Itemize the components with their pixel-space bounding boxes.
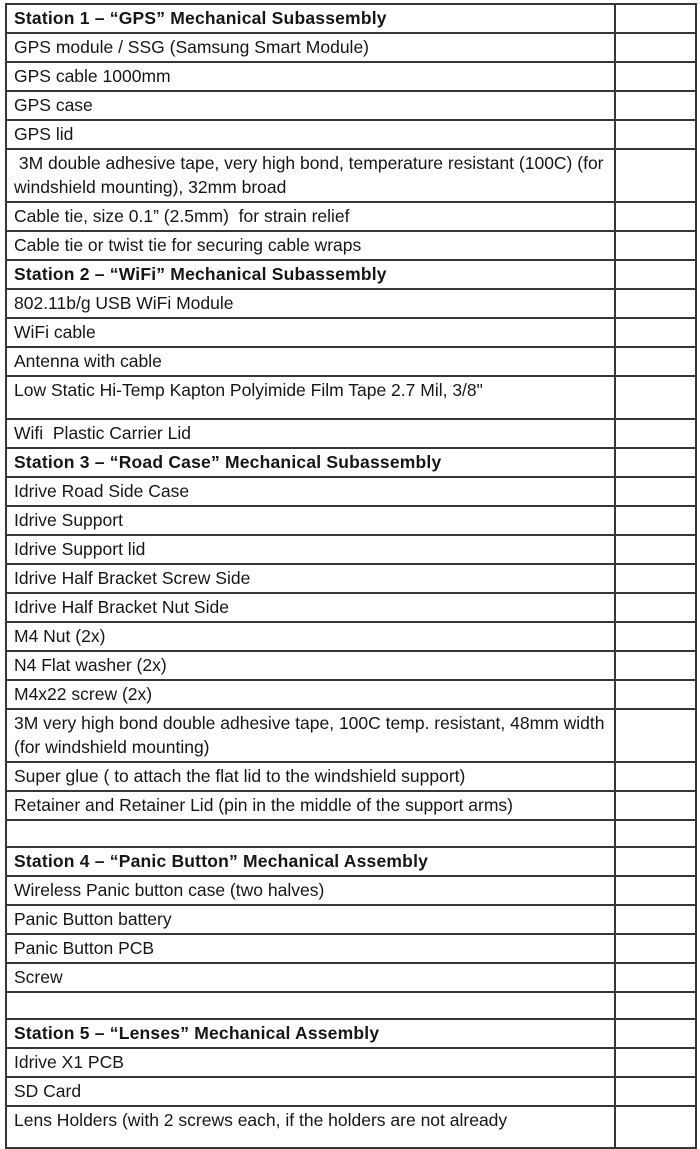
item-label: 3M very high bond double adhesive tape, 100C temp. resistant, 48mm width (for windshield mounting) — [6, 709, 615, 762]
section-header-row — [6, 1019, 696, 1048]
check-cell — [615, 934, 696, 963]
check-cell — [615, 448, 696, 477]
table-row — [6, 149, 696, 202]
table-row — [6, 376, 696, 419]
table-row — [6, 709, 696, 762]
item-label: SD Card — [6, 1077, 615, 1106]
item-label: Idrive Support lid — [6, 535, 615, 564]
table-row — [6, 876, 696, 905]
item-label: Cable tie or twist tie for securing cable wraps — [6, 231, 615, 260]
item-label: GPS cable 1000mm — [6, 62, 615, 91]
section-title: Station 1 – “GPS” Mechanical Subassembly — [6, 4, 615, 33]
table-row — [6, 62, 696, 91]
check-cell — [615, 535, 696, 564]
check-cell — [615, 905, 696, 934]
check-cell — [615, 33, 696, 62]
section-header-row — [6, 260, 696, 289]
table-row — [6, 680, 696, 709]
table-row — [6, 934, 696, 963]
item-label: 3M double adhesive tape, very high bond, temperature resistant (100C) (for windshield mounting), 32mm broad — [6, 149, 615, 202]
check-cell — [615, 318, 696, 347]
item-label: Lens Holders (with 2 screws each, if the holders are not already — [6, 1106, 615, 1148]
check-cell — [615, 231, 696, 260]
section-header-row — [6, 448, 696, 477]
check-cell — [615, 419, 696, 448]
table-row — [6, 33, 696, 62]
item-label: WiFi cable — [6, 318, 615, 347]
item-label: GPS lid — [6, 120, 615, 149]
item-label: Idrive Half Bracket Screw Side — [6, 564, 615, 593]
table-row — [6, 506, 696, 535]
item-label — [6, 992, 615, 1019]
check-cell — [615, 1048, 696, 1077]
item-label: Low Static Hi-Temp Kapton Polyimide Film Tape 2.7 Mil, 3/8" — [6, 376, 615, 419]
check-cell — [615, 820, 696, 847]
item-label: Idrive Half Bracket Nut Side — [6, 593, 615, 622]
item-label: Idrive X1 PCB — [6, 1048, 615, 1077]
empty-row — [6, 992, 696, 1019]
table-row — [6, 963, 696, 992]
item-label: M4x22 screw (2x) — [6, 680, 615, 709]
table-row — [6, 593, 696, 622]
check-cell — [615, 120, 696, 149]
item-label: 802.11b/g USB WiFi Module — [6, 289, 615, 318]
item-label: Antenna with cable — [6, 347, 615, 376]
table-row — [6, 762, 696, 791]
table-row — [6, 1077, 696, 1106]
table-row — [6, 120, 696, 149]
item-label: GPS module / SSG (Samsung Smart Module) — [6, 33, 615, 62]
check-cell — [615, 4, 696, 33]
check-cell — [615, 791, 696, 820]
check-cell — [615, 62, 696, 91]
parts-checklist-table — [5, 3, 697, 1149]
table-row — [6, 791, 696, 820]
table-row — [6, 535, 696, 564]
check-cell — [615, 622, 696, 651]
check-cell — [615, 593, 696, 622]
table-row — [6, 289, 696, 318]
table-row — [6, 477, 696, 506]
section-title: Station 2 – “WiFi” Mechanical Subassembly — [6, 260, 615, 289]
item-label: Screw — [6, 963, 615, 992]
table-row — [6, 1048, 696, 1077]
check-cell — [615, 376, 696, 419]
item-label: GPS case — [6, 91, 615, 120]
item-label: Wifi Plastic Carrier Lid — [6, 419, 615, 448]
section-title: Station 4 – “Panic Button” Mechanical Assembly — [6, 847, 615, 876]
empty-row — [6, 820, 696, 847]
item-label: N4 Flat washer (2x) — [6, 651, 615, 680]
check-cell — [615, 762, 696, 791]
table-row — [6, 91, 696, 120]
check-cell — [615, 202, 696, 231]
item-label: Retainer and Retainer Lid (pin in the middle of the support arms) — [6, 791, 615, 820]
check-cell — [615, 1019, 696, 1048]
check-cell — [615, 91, 696, 120]
item-label: M4 Nut (2x) — [6, 622, 615, 651]
section-header-row — [6, 4, 696, 33]
check-cell — [615, 963, 696, 992]
section-header-row — [6, 847, 696, 876]
check-cell — [615, 149, 696, 202]
item-label — [6, 820, 615, 847]
table-row — [6, 419, 696, 448]
table-row — [6, 202, 696, 231]
table-row — [6, 318, 696, 347]
check-cell — [615, 289, 696, 318]
check-cell — [615, 847, 696, 876]
table-row — [6, 1106, 696, 1148]
check-cell — [615, 680, 696, 709]
table-row — [6, 231, 696, 260]
check-cell — [615, 477, 696, 506]
section-title: Station 3 – “Road Case” Mechanical Subassembly — [6, 448, 615, 477]
item-label: Idrive Road Side Case — [6, 477, 615, 506]
table-row — [6, 651, 696, 680]
table-row — [6, 564, 696, 593]
table-row — [6, 347, 696, 376]
check-cell — [615, 506, 696, 535]
item-label: Panic Button PCB — [6, 934, 615, 963]
item-label: Super glue ( to attach the flat lid to the windshield support) — [6, 762, 615, 791]
check-cell — [615, 260, 696, 289]
check-cell — [615, 1106, 696, 1148]
check-cell — [615, 347, 696, 376]
item-label: Wireless Panic button case (two halves) — [6, 876, 615, 905]
section-title: Station 5 – “Lenses” Mechanical Assembly — [6, 1019, 615, 1048]
item-label: Cable tie, size 0.1” (2.5mm) for strain relief — [6, 202, 615, 231]
item-label: Idrive Support — [6, 506, 615, 535]
table-row — [6, 622, 696, 651]
check-cell — [615, 709, 696, 762]
check-cell — [615, 1077, 696, 1106]
check-cell — [615, 992, 696, 1019]
check-cell — [615, 564, 696, 593]
check-cell — [615, 876, 696, 905]
item-label: Panic Button battery — [6, 905, 615, 934]
check-cell — [615, 651, 696, 680]
table-row — [6, 905, 696, 934]
